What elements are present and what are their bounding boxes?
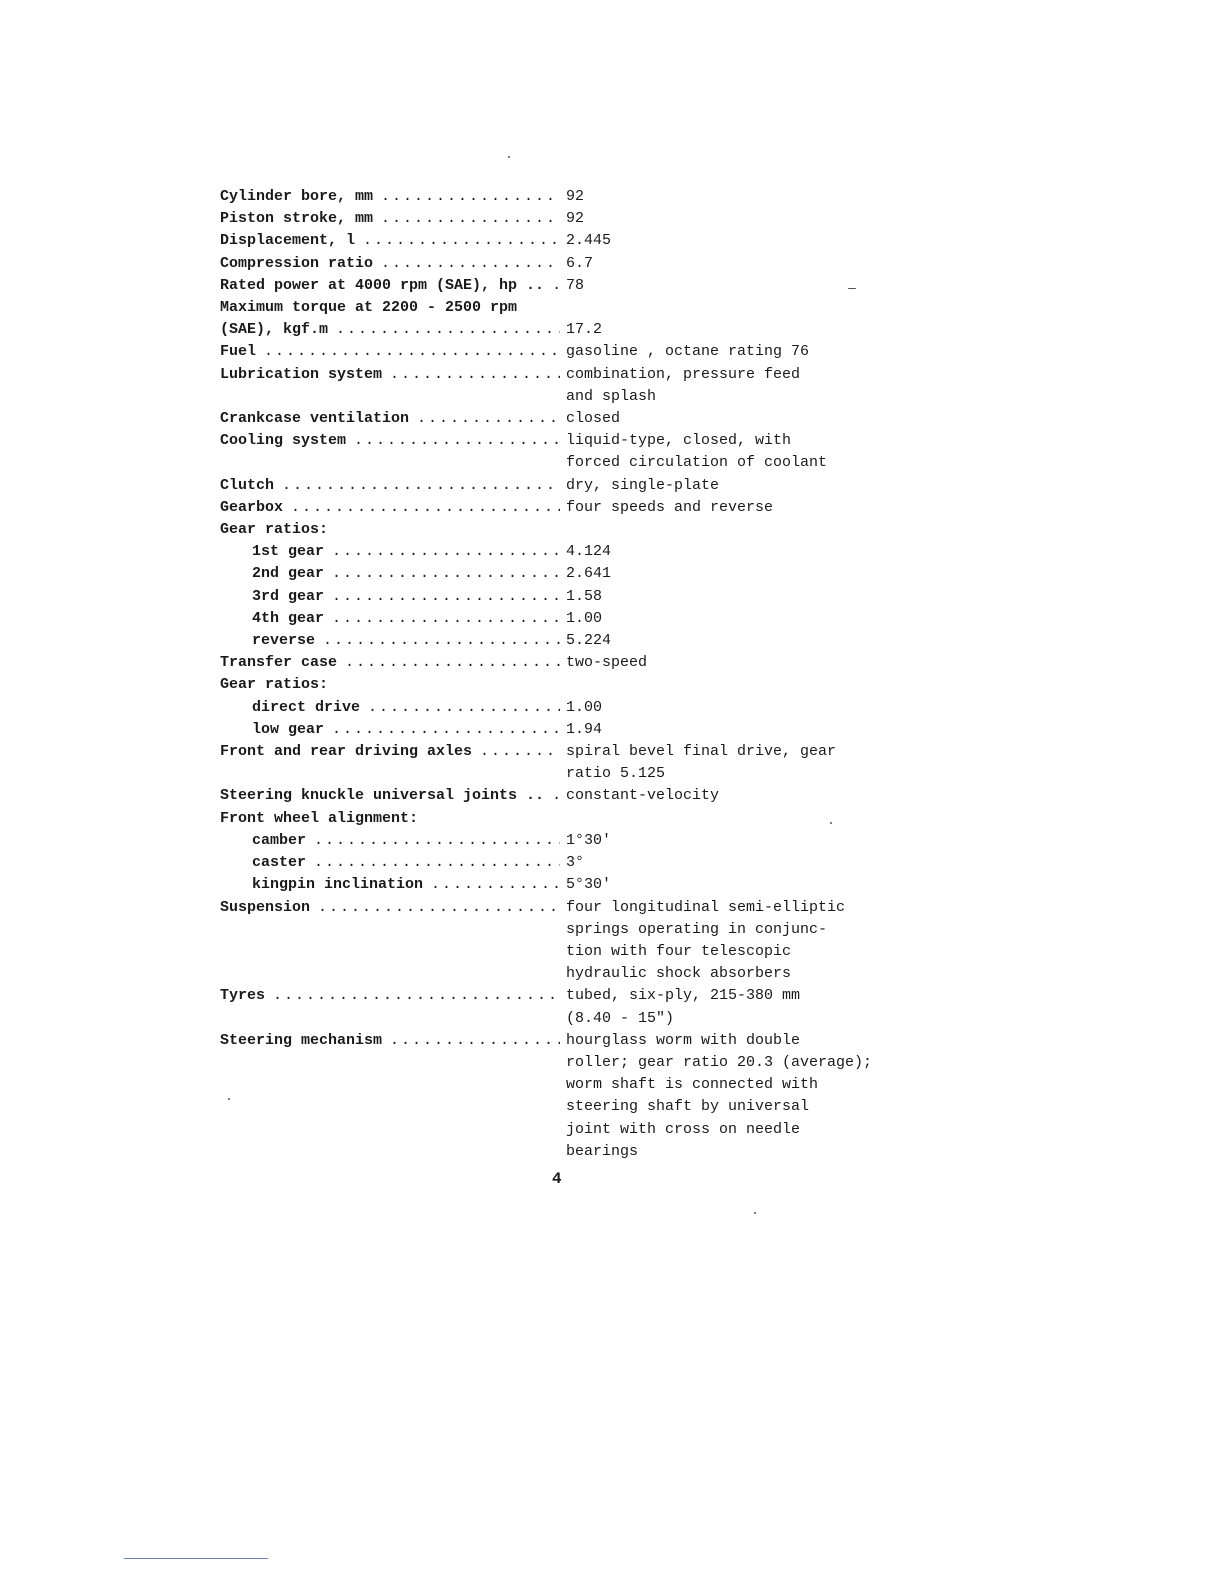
spec-row (220, 230, 880, 252)
spec-row (220, 897, 880, 986)
spec-label-text: 2nd gear (252, 565, 325, 583)
spec-label-text: Compression ratio (220, 254, 374, 272)
spec-value-line: 92 (566, 188, 585, 205)
spec-value-line: (8.40 - 15") (566, 1009, 675, 1027)
spec-label-text: Maximum torque at 2200 - 2500 rpm (220, 299, 518, 317)
spec-value-line: 17.2 (566, 321, 603, 339)
spec-value-line: tubed, six-ply, 215-380 mm (566, 987, 801, 1005)
spec-label (220, 608, 560, 630)
spec-row (220, 630, 880, 652)
dot-leader (314, 852, 560, 874)
dot-leader (363, 230, 560, 252)
dot-leader (552, 785, 560, 807)
dot-leader (318, 897, 560, 919)
spec-label-text: kingpin inclination (252, 876, 424, 894)
spec-value-line: 1.00 (566, 609, 603, 627)
spec-label (220, 297, 560, 319)
spec-row (220, 275, 880, 297)
spec-value (566, 319, 880, 341)
spec-row (220, 297, 880, 319)
dot-leader (552, 275, 560, 297)
dot-leader (273, 985, 560, 1007)
spec-value-line: constant-velocity (566, 787, 720, 805)
spec-value-line: 2.445 (566, 232, 612, 250)
dot-leader (323, 630, 560, 652)
spec-value-line: two-speed (566, 654, 648, 672)
dot-leader (345, 652, 560, 674)
footnote-rule (124, 1558, 268, 1559)
spec-row (220, 874, 880, 896)
spec-label (220, 519, 560, 541)
spec-label (220, 563, 560, 585)
spec-value-line: worm shaft is connected with (566, 1076, 819, 1094)
spec-value (566, 430, 880, 474)
spec-label (220, 541, 560, 563)
dot-leader (354, 430, 560, 452)
spec-row (220, 652, 880, 674)
spec-value-line: springs operating in conjunc- (566, 920, 828, 938)
spec-row (220, 719, 880, 741)
spec-value-line: 1.94 (566, 720, 603, 738)
spec-value (566, 563, 880, 585)
spec-row (220, 319, 880, 341)
dot-leader (332, 719, 560, 741)
dot-leader (282, 475, 560, 497)
spec-value-line: 3° (566, 854, 585, 872)
dot-leader (431, 874, 560, 896)
spec-label-text: Steering knuckle universal joints .. (220, 787, 545, 805)
spec-value-line: bearings (566, 1142, 639, 1160)
spec-value-line: hourglass worm with double (566, 1031, 801, 1049)
spec-label-text: Displacement, l (220, 232, 356, 250)
spec-value (566, 608, 880, 630)
spec-row (220, 364, 880, 408)
dot-leader (264, 341, 560, 363)
spec-value (566, 985, 880, 1029)
spec-label-text: 4th gear (252, 609, 325, 627)
spec-label-text: camber (252, 831, 307, 849)
spec-label (220, 674, 560, 696)
dot-leader (332, 608, 560, 630)
dot-leader (332, 586, 560, 608)
scan-speck (228, 1098, 230, 1100)
spec-value-line: 2.641 (566, 565, 612, 583)
spec-label (220, 697, 560, 719)
spec-value (566, 697, 880, 719)
spec-value (566, 497, 880, 519)
spec-value (566, 830, 880, 852)
spec-row (220, 563, 880, 585)
spec-label-text: Crankcase ventilation (220, 410, 410, 428)
spec-value (566, 230, 880, 252)
spec-label-text: 1st gear (252, 543, 325, 561)
spec-label (220, 497, 560, 519)
spec-value (566, 275, 880, 297)
spec-label-text: Front and rear driving axles (220, 743, 473, 761)
dot-leader (336, 319, 560, 341)
dot-leader (332, 541, 560, 563)
spec-value (566, 475, 880, 497)
spec-label (220, 408, 560, 430)
spec-label-text: 3rd gear (252, 587, 325, 605)
spec-label (220, 364, 560, 386)
spec-label-text: Cylinder bore, mm (220, 188, 374, 205)
spec-row (220, 586, 880, 608)
spec-row (220, 475, 880, 497)
spec-label-text: Clutch (220, 476, 275, 494)
spec-label (220, 475, 560, 497)
scan-speck (508, 156, 510, 158)
spec-label-text: caster (252, 854, 307, 872)
spec-value-line: ratio 5.125 (566, 765, 666, 783)
spec-value (566, 874, 880, 896)
spec-value (566, 341, 880, 363)
spec-label-text: low gear (252, 720, 325, 738)
spec-value (566, 741, 880, 785)
dot-leader (291, 497, 560, 519)
spec-row (220, 186, 880, 208)
spec-label (220, 230, 560, 252)
spec-value-line: 78 (566, 276, 585, 294)
spec-label-text: Gearbox (220, 498, 284, 516)
dot-leader (332, 563, 560, 585)
spec-value (566, 897, 880, 986)
spec-label (220, 430, 560, 452)
spec-label (220, 186, 560, 208)
spec-row (220, 408, 880, 430)
spec-value (566, 1030, 880, 1163)
spec-label-text: Piston stroke, mm (220, 210, 374, 228)
spec-label (220, 586, 560, 608)
spec-value-line: forced circulation of coolant (566, 454, 828, 472)
spec-row (220, 430, 880, 474)
spec-row (220, 208, 880, 230)
spec-value-line: 6.7 (566, 254, 594, 272)
spec-row (220, 674, 880, 696)
spec-label (220, 808, 560, 830)
spec-label (220, 208, 560, 230)
spec-value (566, 253, 880, 275)
spec-label (220, 852, 560, 874)
spec-label (220, 985, 560, 1007)
spec-label (220, 319, 560, 341)
spec-label (220, 741, 560, 763)
dot-leader (368, 697, 560, 719)
spec-label (220, 341, 560, 363)
spec-value (566, 586, 880, 608)
spec-row (220, 341, 880, 363)
dot-leader (480, 741, 560, 763)
spec-value (566, 652, 880, 674)
spec-label-text: Lubrication system (220, 365, 383, 383)
scan-speck (830, 822, 832, 824)
spec-value-line: dry, single-plate (566, 476, 720, 494)
spec-value (566, 719, 880, 741)
spec-value-line: four longitudinal semi-elliptic (566, 898, 846, 916)
dot-leader (381, 186, 560, 208)
spec-value-line: tion with four telescopic (566, 942, 792, 960)
spec-value (566, 364, 880, 408)
spec-label (220, 897, 560, 919)
spec-value-line: gasoline , octane rating 76 (566, 343, 810, 361)
spec-label (220, 1030, 560, 1052)
spec-value (566, 785, 880, 807)
spec-value-line: 1.00 (566, 698, 603, 716)
spec-value (566, 541, 880, 563)
spec-value-line: four speeds and reverse (566, 498, 774, 516)
spec-label (220, 830, 560, 852)
spec-row (220, 497, 880, 519)
spec-value (566, 852, 880, 874)
spec-label-text: Gear ratios: (220, 676, 329, 694)
spec-row (220, 1030, 880, 1163)
specification-list (220, 186, 880, 1163)
spec-label (220, 785, 560, 807)
spec-label (220, 275, 560, 297)
spec-value (566, 186, 880, 208)
spec-row (220, 785, 880, 807)
spec-label-text: direct drive (252, 698, 361, 716)
spec-row (220, 830, 880, 852)
spec-row (220, 519, 880, 541)
spec-label (220, 874, 560, 896)
dot-leader (381, 208, 560, 230)
dot-leader (390, 1030, 560, 1052)
spec-label-text: Suspension (220, 898, 311, 916)
spec-label (220, 652, 560, 674)
spec-label-text: reverse (252, 632, 316, 650)
spec-value-line: hydraulic shock absorbers (566, 965, 792, 983)
spec-label-text: Transfer case (220, 654, 338, 672)
spec-label-text: Tyres (220, 987, 266, 1005)
spec-label-text: Front wheel alignment: (220, 809, 419, 827)
dot-leader (390, 364, 560, 386)
spec-label-text: Fuel (220, 343, 257, 361)
spec-value-line: 1°30' (566, 831, 612, 849)
spec-row (220, 253, 880, 275)
spec-value (566, 630, 880, 652)
spec-row (220, 741, 880, 785)
page-number: 4 (552, 1170, 562, 1188)
spec-row (220, 985, 880, 1029)
spec-row (220, 852, 880, 874)
spec-value-line: joint with cross on needle (566, 1120, 801, 1138)
spec-label (220, 253, 560, 275)
spec-label-text: Cooling system (220, 432, 347, 450)
spec-label (220, 719, 560, 741)
spec-value-line: and splash (566, 387, 657, 405)
spec-value (566, 208, 880, 230)
spec-value-line: closed (566, 410, 621, 428)
spec-row (220, 608, 880, 630)
spec-label-text: Rated power at 4000 rpm (SAE), hp .. (220, 276, 545, 294)
spec-label-text: (SAE), kgf.m (220, 321, 329, 339)
spec-label-text: Steering mechanism (220, 1031, 383, 1049)
spec-value (566, 408, 880, 430)
spec-value-line: 1.58 (566, 587, 603, 605)
spec-value-line: combination, pressure feed (566, 365, 801, 383)
spec-value-line: 5.224 (566, 632, 612, 650)
spec-label (220, 630, 560, 652)
scan-speck (848, 288, 856, 289)
spec-row (220, 541, 880, 563)
spec-row (220, 697, 880, 719)
spec-value-line: 4.124 (566, 543, 612, 561)
spec-value-line: 92 (566, 210, 585, 228)
dot-leader (417, 408, 560, 430)
spec-label-text: Gear ratios: (220, 521, 329, 539)
dot-leader (314, 830, 560, 852)
spec-row (220, 808, 880, 830)
dot-leader (381, 253, 560, 275)
spec-value-line: steering shaft by universal (566, 1098, 810, 1116)
spec-value-line: 5°30' (566, 876, 612, 894)
spec-value-line: spiral bevel final drive, gear (566, 743, 837, 761)
spec-value-line: roller; gear ratio 20.3 (average); (566, 1053, 873, 1071)
spec-value-line: liquid-type, closed, with (566, 432, 792, 450)
scan-speck (754, 1212, 756, 1214)
